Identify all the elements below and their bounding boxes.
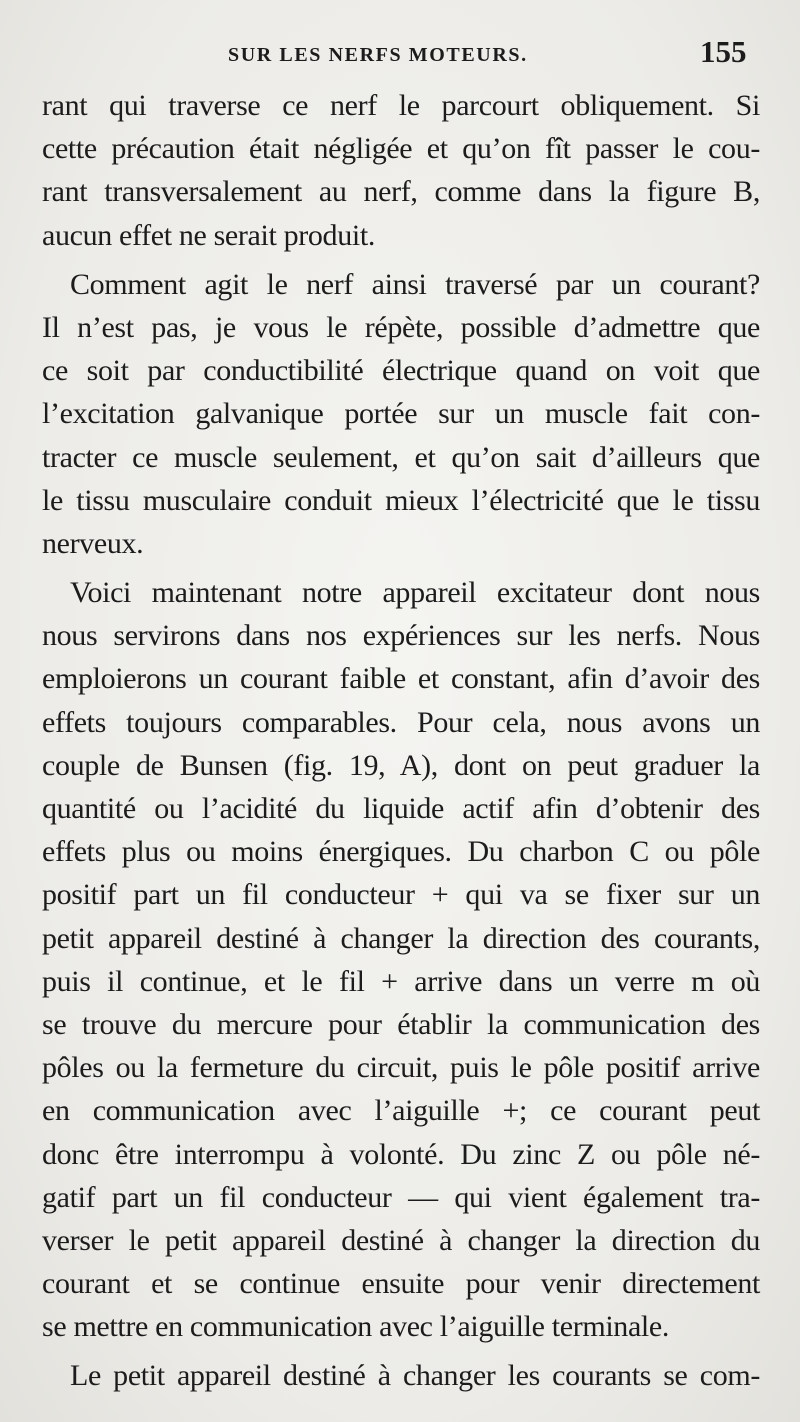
text-line: cette précaution était négligée et qu’on fît passer le cou-	[42, 132, 760, 166]
paragraph	[42, 263, 760, 565]
page-header	[0, 36, 800, 76]
text-line: tracter ce muscle seulement, et qu’on sait d’ailleurs que	[42, 440, 760, 474]
text-line: effets plus ou moins énergiques. Du charbon C ou pôle	[42, 835, 760, 869]
text-line: quantité ou l’acidité du liquide actif afin d’obtenir des	[42, 792, 760, 825]
text-line: petit appareil destiné à changer la direction des courants,	[42, 921, 760, 955]
text-line: rant transversalement au nerf, comme dans la figure B,	[42, 175, 760, 209]
text-line: Comment agit le nerf ainsi traversé par un courant?	[70, 267, 760, 301]
text-line: donc être interrompu à volonté. Du zinc Z ou pôle né-	[42, 1137, 760, 1171]
text-line: positif part un fil conducteur + qui va se fixer sur un	[42, 878, 760, 912]
paragraph	[42, 571, 760, 1348]
text-line: gatif part un fil conducteur — qui vient également tra-	[42, 1180, 760, 1214]
text-line: l’excitation galvanique portée sur un muscle fait con-	[42, 397, 760, 431]
text-line: effets toujours comparables. Pour cela, nous avons un	[42, 705, 760, 739]
text-line: courant et se continue ensuite pour venir directement	[42, 1267, 760, 1301]
text-line: puis il continue, et le fil + arrive dans un verre m où	[42, 964, 760, 998]
text-line: nous servirons dans nos expériences sur les nerfs. Nous	[42, 619, 760, 653]
text-line: Il n’est pas, je vous le répète, possible d’admettre que	[42, 310, 760, 344]
paragraph	[42, 84, 760, 257]
text-line: Le petit appareil destiné à changer les courants se com-	[70, 1359, 760, 1393]
text-line: verser le petit appareil destiné à changer la direction du	[42, 1223, 760, 1257]
text-line: rant qui traverse ce nerf le parcourt obliquement. Si	[42, 89, 760, 122]
running-title: SUR LES NERFS MOTEURS.	[228, 44, 528, 66]
text-line: nerveux.	[42, 526, 144, 560]
text-line: emploierons un courant faible et constant, afin d’avoir des	[42, 662, 760, 696]
text-line: couple de Bunsen (fig. 19, A), dont on peut graduer la	[42, 748, 760, 782]
text-line: ce soit par conductibilité électrique quand on voit que	[42, 354, 760, 388]
paragraph	[42, 1354, 760, 1397]
page-number: 155	[700, 34, 747, 69]
body-text	[42, 84, 760, 1404]
text-line: aucun effet ne serait produit.	[42, 218, 375, 252]
text-line: pôles ou la fermeture du circuit, puis le pôle positif arrive	[42, 1051, 760, 1085]
text-line: en communication avec l’aiguille +; ce courant peut	[42, 1094, 760, 1128]
text-line: Voici maintenant notre appareil excitateur dont nous	[70, 576, 760, 610]
text-line: se trouve du mercure pour établir la communication des	[42, 1007, 760, 1041]
text-line: se mettre en communication avec l’aiguille terminale.	[42, 1310, 670, 1344]
text-line: le tissu musculaire conduit mieux l’électricité que le tissu	[42, 483, 760, 517]
